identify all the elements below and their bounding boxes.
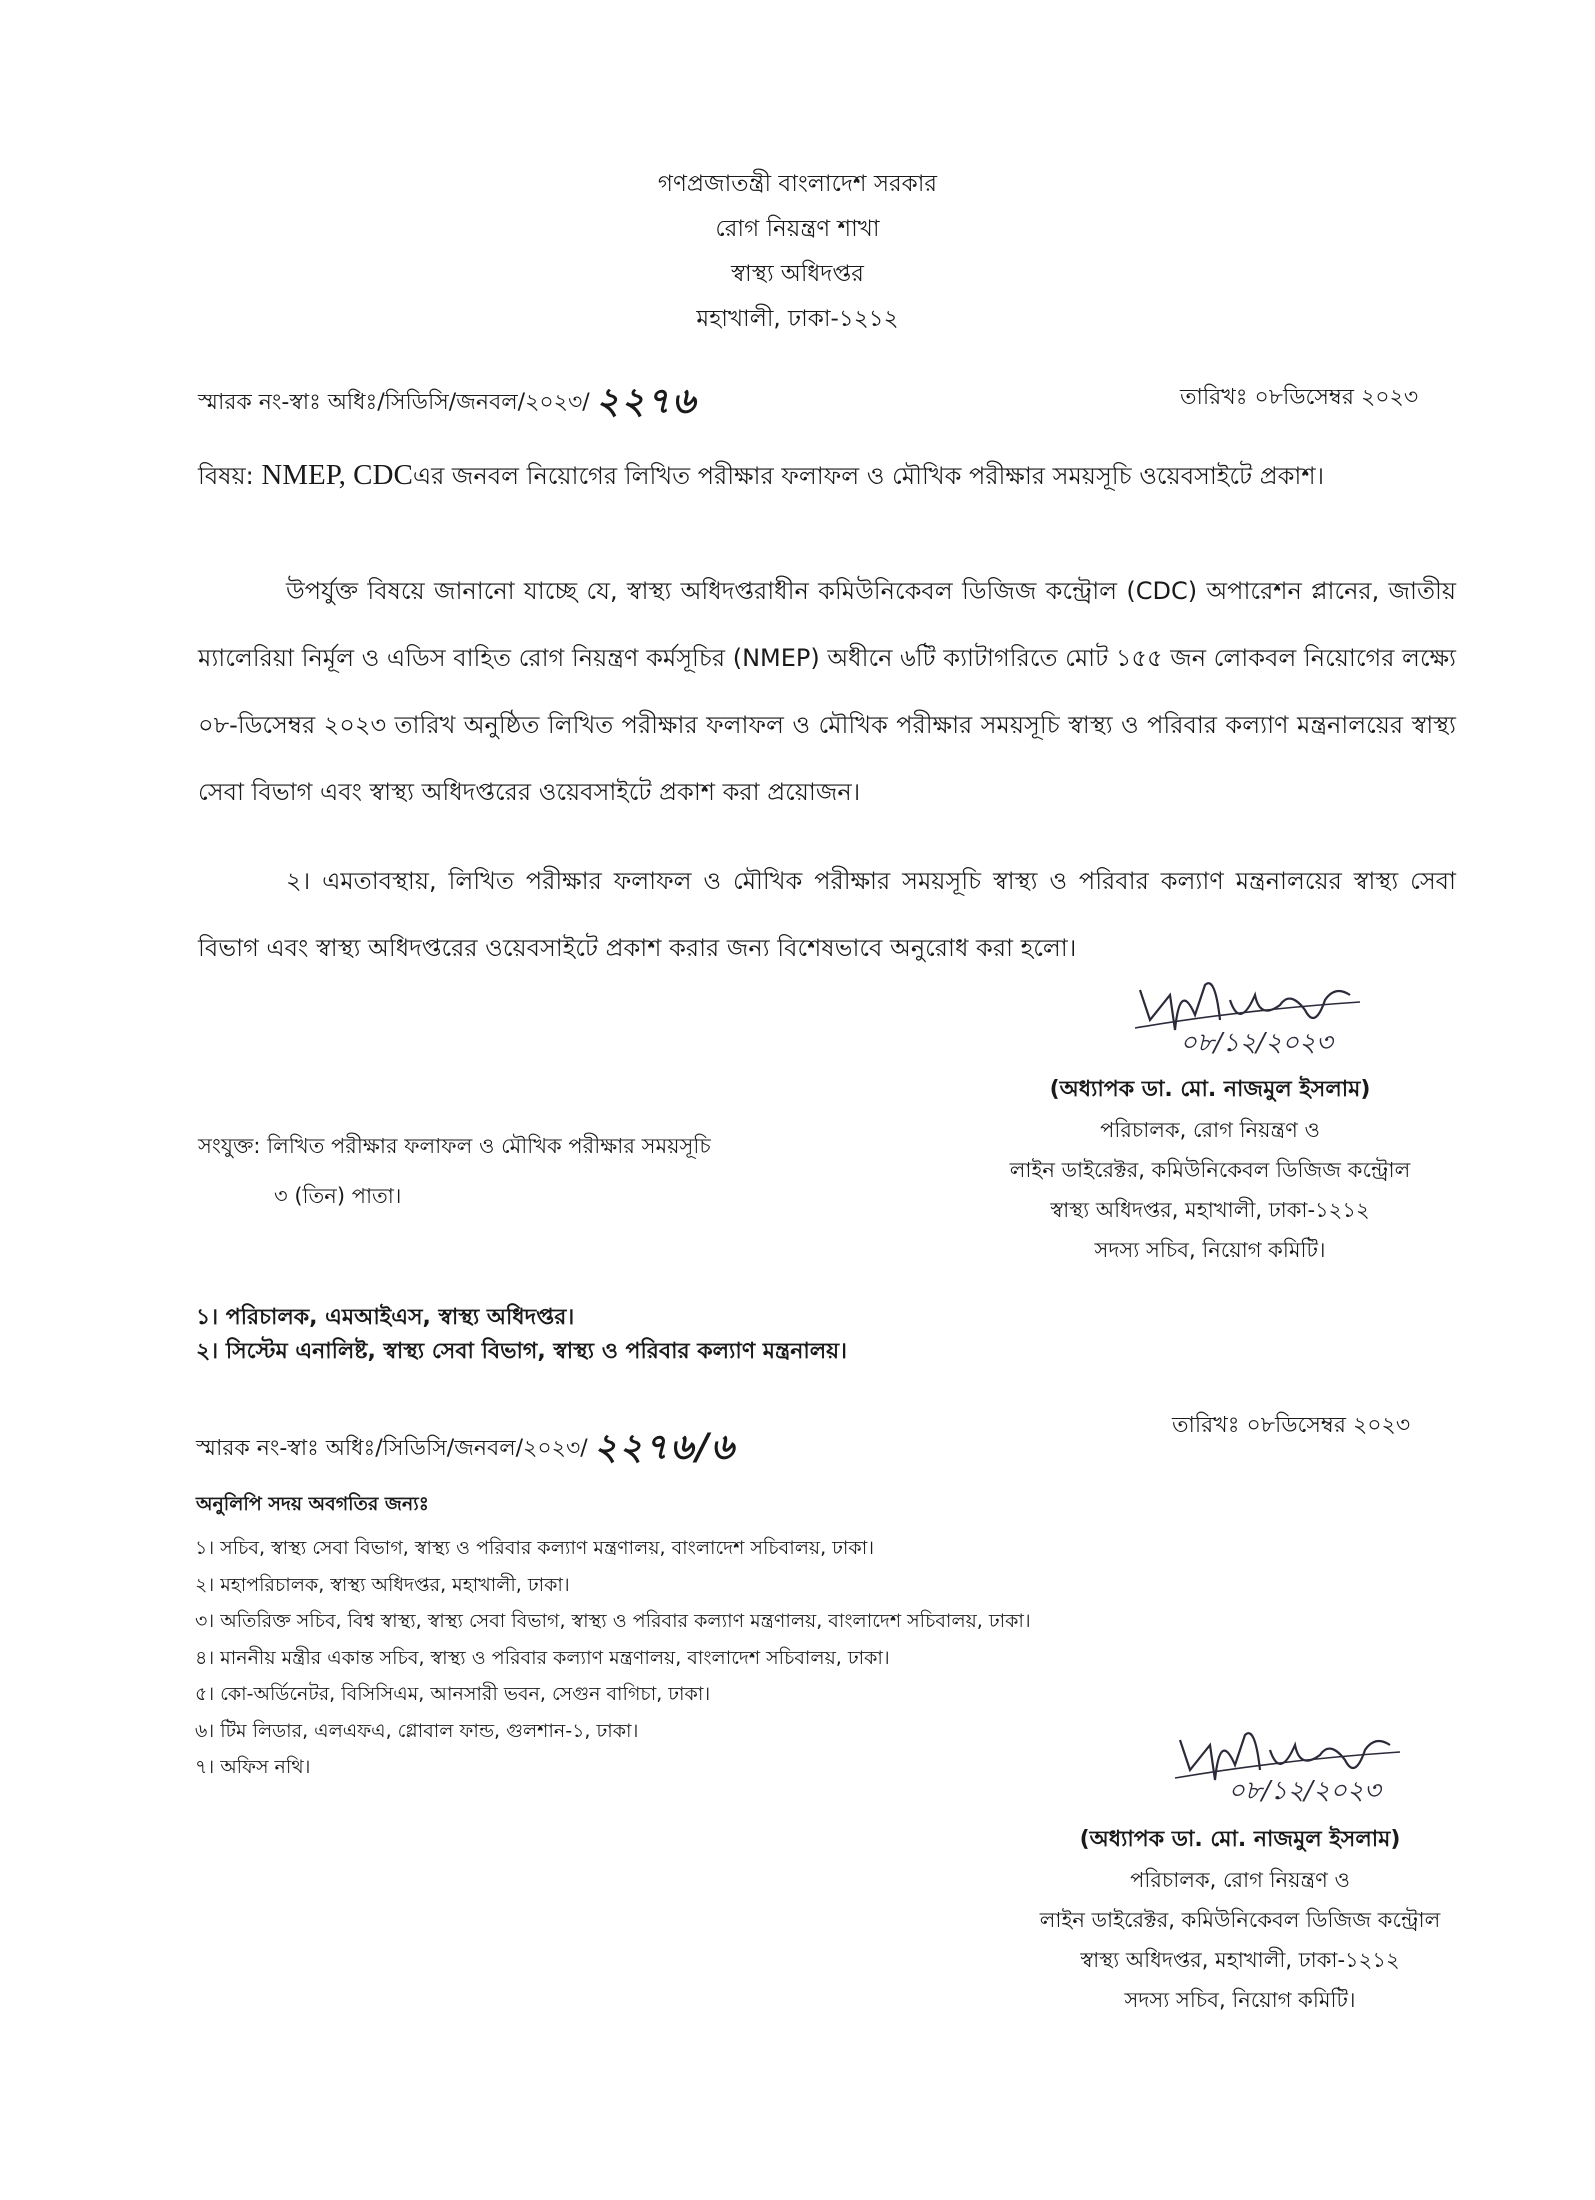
memo-reference-2-text: স্মারক নং-স্বাঃ অধিঃ/সিডিসি/জনবল/২০২৩/	[196, 1436, 588, 1461]
letterhead-line-government: গণপ্রজাতন্ত্রী বাংলাদেশ সরকার	[657, 171, 938, 197]
signatory-name-2: (অধ্যাপক ডা. মো. নাজমুল ইসলাম)	[1079, 1827, 1401, 1852]
subject-line	[198, 458, 1324, 498]
signatory-title-1d: সদস্য সচিব, নিয়োগ কমিটি।	[1094, 1238, 1326, 1262]
list-item: ৭। অফিস নথি।	[195, 1756, 311, 1778]
body-paragraph-1	[198, 558, 1456, 826]
body-paragraph-1-text: উপর্যুক্ত বিষয়ে জানানো যাচ্ছে যে, স্বাস্থ্য অধিদপ্তরাধীন কমিউনিকেবল ডিজিজ কন্ট্রোল (CDC) অপারেশন প্লানের, জাতীয় ম্যালেরিয়া নির্মূল ও এডিস বাহিত রোগ নিয়ন্ত্রণ কর্মসূচির (NMEP) অধীনে ৬টি ক্যাটাগরিতে মোট ১৫৫ জন লোকবল নিয়োগের লক্ষ্যে ০৮-ডিসেম্বর ২০২৩ তারিখ অনুষ্ঠিত লিখিত পরীক্ষার ফলাফল ও মৌখিক পরীক্ষার সময়সূচি স্বাস্থ্য ও পরিবার কল্যাণ মন্ত্রনালয়ের স্বাস্থ্য সেবা বিভাগ এবং স্বাস্থ্য অধিদপ্তরের ওয়েবসাইটে প্রকাশ করা প্রয়োজন।	[198, 577, 1456, 806]
copies-list	[195, 1530, 1031, 1786]
signatory-title-2c: স্বাস্থ্য অধিদপ্তর, মহাখালী, ঢাকা-১২১২	[1080, 1948, 1400, 1972]
letterhead	[0, 162, 1595, 342]
memo-reference	[198, 374, 697, 434]
signatory-title-1a: পরিচালক, রোগ নিয়ন্ত্রণ ও	[1100, 1118, 1320, 1142]
list-item: ৩। অতিরিক্ত সচিব, বিশ্ব স্বাস্থ্য, স্বাস্থ্য সেবা বিভাগ, স্বাস্থ্য ও পরিবার কল্যাণ মন্ত্রণালয়, বাংলাদেশ সচিবালয়, ঢাকা।	[195, 1610, 1031, 1632]
signatory-name-1: (অধ্যাপক ডা. মো. নাজমুল ইসলাম)	[1049, 1077, 1371, 1102]
list-item: ২। মহাপরিচালক, স্বাস্থ্য অধিদপ্তর, মহাখালী, ঢাকা।	[195, 1573, 570, 1596]
memo-reference-2-handwritten-number: ২২৭৬/৬	[593, 1426, 736, 1468]
signature-block-2	[960, 1820, 1520, 2020]
signature-date-handwritten-1: ০৮/১২/২০২৩	[1180, 1028, 1333, 1058]
signatory-title-1c: স্বাস্থ্য অধিদপ্তর, মহাখালী, ঢাকা-১২১২	[1050, 1198, 1370, 1222]
memo-reference-text: স্মারক নং-স্বাঃ অধিঃ/সিডিসি/জনবল/২০২৩/	[198, 390, 590, 415]
signatory-title-2d: সদস্য সচিব, নিয়োগ কমিটি।	[1124, 1988, 1356, 2012]
recipient-2: ২। সিস্টেম এনালিষ্ট, স্বাস্থ্য সেবা বিভাগ, স্বাস্থ্য ও পরিবার কল্যাণ মন্ত্রনালয়।	[196, 1339, 848, 1364]
list-item: ১। সচিব, স্বাস্থ্য সেবা বিভাগ, স্বাস্থ্য ও পরিবার কল্যাণ মন্ত্রণালয়, বাংলাদেশ সচিবালয়, ঢাকা।	[195, 1537, 875, 1559]
attachment-line-2: ৩ (তিন) পাতা।	[274, 1184, 402, 1208]
signatory-title-1b: লাইন ডাইরেক্টর, কমিউনিকেবল ডিজিজ কন্ট্রোল	[1009, 1158, 1411, 1182]
subject-label: বিষয়:	[198, 462, 254, 490]
signature-block-1	[930, 1070, 1490, 1270]
memo-reference-2	[196, 1420, 736, 1480]
subject-text: এর জনবল নিয়োগের লিখিত পরীক্ষার ফলাফল ও মৌখিক পরীক্ষার সময়সূচি ওয়েবসাইটে প্রকাশ।	[412, 462, 1325, 490]
list-item: ৬। টিম লিডার, এলএফএ, গ্লোবাল ফান্ড, গুলশান-১, ঢাকা।	[195, 1719, 639, 1742]
recipient-1: ১। পরিচালক, এমআইএস, স্বাস্থ্য অধিদপ্তর।	[196, 1305, 575, 1330]
memo-reference-handwritten-number: ২২৭৬	[595, 380, 698, 422]
body-paragraph-2-text: ২। এমতাবস্থায়, লিখিত পরীক্ষার ফলাফল ও মৌখিক পরীক্ষার সময়সূচি স্বাস্থ্য ও পরিবার কল্যাণ মন্ত্রনালয়ের স্বাস্থ্য সেবা বিভাগ এবং স্বাস্থ্য অধিদপ্তরের ওয়েবসাইটে প্রকাশ করার জন্য বিশেষভাবে অনুরোধ করা হলো।	[198, 867, 1456, 962]
letterhead-line-branch: রোগ নিয়ন্ত্রণ শাখা	[715, 216, 880, 242]
memo-date: তারিখঃ ০৮ডিসেম্বর ২০২৩	[1180, 385, 1419, 410]
signatory-title-2b: লাইন ডাইরেক্টর, কমিউনিকেবল ডিজিজ কন্ট্রোল	[1039, 1908, 1441, 1932]
list-item: ৫। কো-অর্ডিনেটর, বিসিসিএম, আনসারী ভবন, সেগুন বাগিচা, ঢাকা।	[195, 1683, 711, 1705]
subject-acronyms: NMEP, CDC	[261, 459, 413, 491]
letterhead-line-directorate: স্বাস্থ্য অধিদপ্তর	[731, 261, 864, 287]
attachment-line-1: সংযুক্ত: লিখিত পরীক্ষার ফলাফল ও মৌখিক পরীক্ষার সময়সূচি	[198, 1134, 711, 1158]
letterhead-line-address: মহাখালী, ঢাকা-১২১২	[696, 306, 899, 332]
signatory-title-2a: পরিচালক, রোগ নিয়ন্ত্রণ ও	[1130, 1868, 1350, 1892]
signature-date-handwritten-2: ০৮/১২/২০২৩	[1228, 1776, 1381, 1806]
memo-date-2: তারিখঃ ০৮ডিসেম্বর ২০২৩	[1172, 1413, 1411, 1438]
copies-heading: অনুলিপি সদয় অবগতির জন্যঃ	[196, 1493, 429, 1515]
list-item: ৪। মাননীয় মন্ত্রীর একান্ত সচিব, স্বাস্থ্য ও পরিবার কল্যাণ মন্ত্রণালয়, বাংলাদেশ সচিবালয়, ঢাকা।	[195, 1646, 890, 1669]
